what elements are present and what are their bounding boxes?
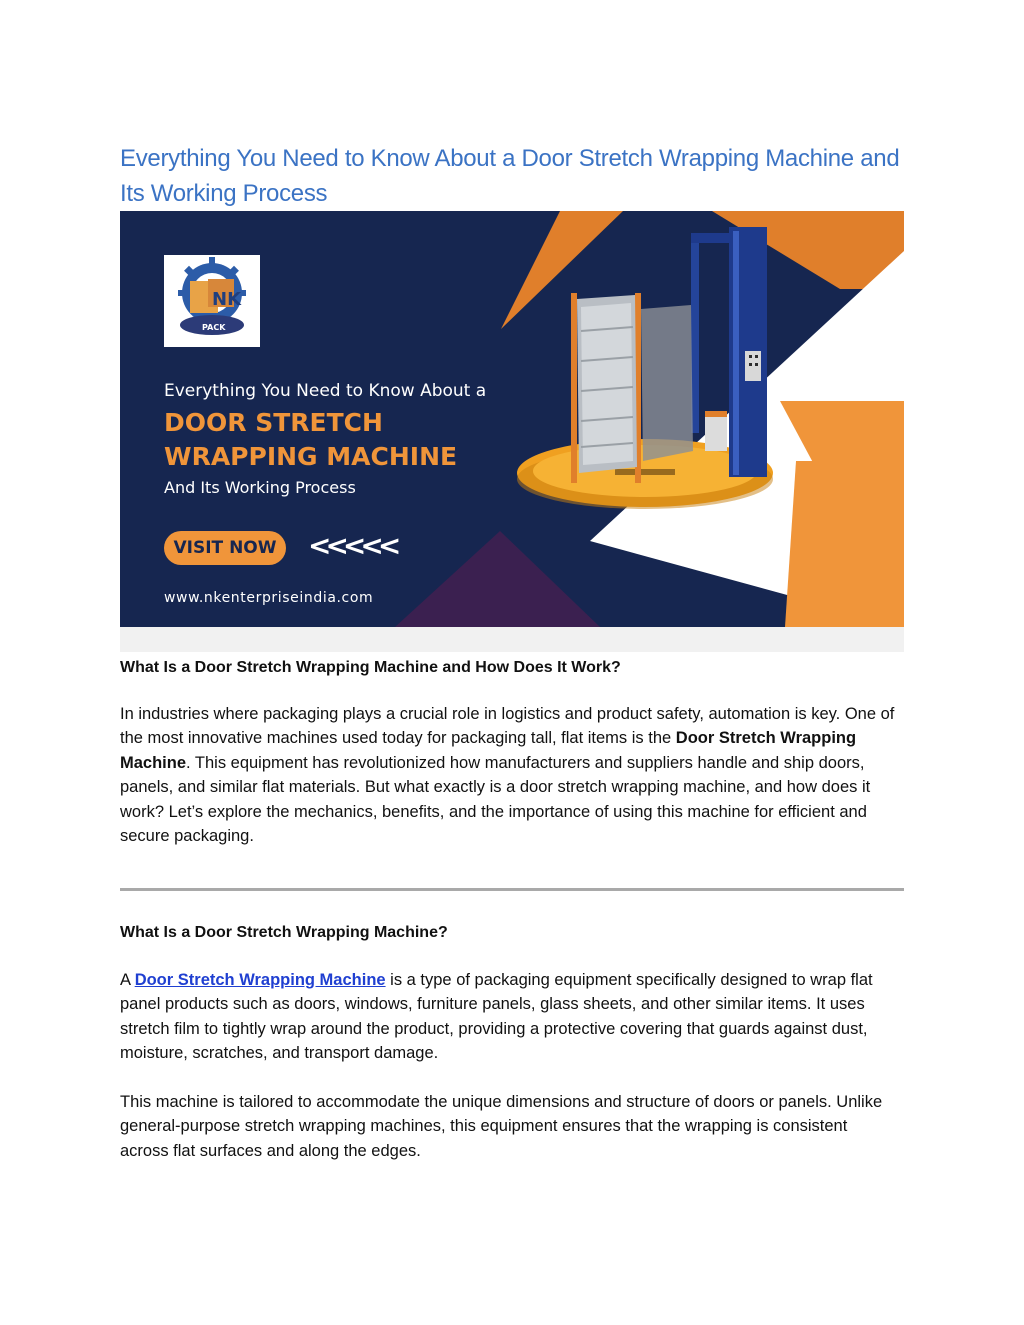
visit-now-button[interactable]: VISIT NOW xyxy=(164,531,286,565)
banner-bottom-strip xyxy=(120,627,904,652)
tailored-paragraph: This machine is tailored to accommodate the unique dimensions and structure of doors or panels. Unlike general-purpose stretch wrapping machines, this equipment ensures that the wrapping is consistent across flat surfaces and along the edges. xyxy=(120,1093,883,1160)
wrapping-machine-illustration xyxy=(515,211,805,511)
banner-website-url: www.nkenterpriseindia.com xyxy=(164,590,374,606)
intro-paragraph: In industries where packaging plays a crucial role in logistics and product safety, automation is key. One of the most innovative machines used today for packaging tall, flat items is the Door Stretch Wrapping Machine. This equipment has revolutionized how manufacturers and suppliers handle and ship doors, panels, and similar flat materials. But what exactly is a door stretch wrapping machine, and how does it work? Let’s explore the mechanics, benefits, and the importance of using this machine for efficient and secure packaging. xyxy=(120,705,895,846)
door-stretch-wrapping-machine-link[interactable]: Door Stretch Wrapping Machine xyxy=(134,971,386,989)
bold-term: Door Stretch Wrapping Machine xyxy=(120,729,857,772)
section-heading-what-is: What Is a Door Stretch Wrapping Machine? xyxy=(120,924,448,941)
banner-subline-text: And Its Working Process xyxy=(164,478,356,497)
section-heading-how-it-works: What Is a Door Stretch Wrapping Machine and How Does It Work? xyxy=(120,659,621,676)
hero-banner-image xyxy=(120,211,904,627)
chevrons-left-icon: <<<<< xyxy=(308,529,396,562)
nk-pack-logo xyxy=(164,255,260,347)
banner-intro-text: Everything You Need to Know About a xyxy=(164,381,487,401)
horizontal-divider xyxy=(120,888,904,891)
banner-headline-line2: WRAPPING MACHINE xyxy=(164,442,458,471)
banner-headline-line1: DOOR STRETCH xyxy=(164,408,383,437)
page-title: Everything You Need to Know About a Door Stretch Wrapping Machine and Its Working Process xyxy=(120,145,900,207)
definition-paragraph: A Door Stretch Wrapping Machine is a type of packaging equipment specifically designed to wrap flat panel products such as doors, windows, furniture panels, glass sheets, and other similar items. It uses stretch film to tightly wrap around the product, providing a protective covering that guards against dust, moisture, scratches, and transport damage. xyxy=(120,971,873,1063)
svg-text:PACK: PACK xyxy=(202,323,226,332)
svg-text:NK: NK xyxy=(212,289,242,310)
